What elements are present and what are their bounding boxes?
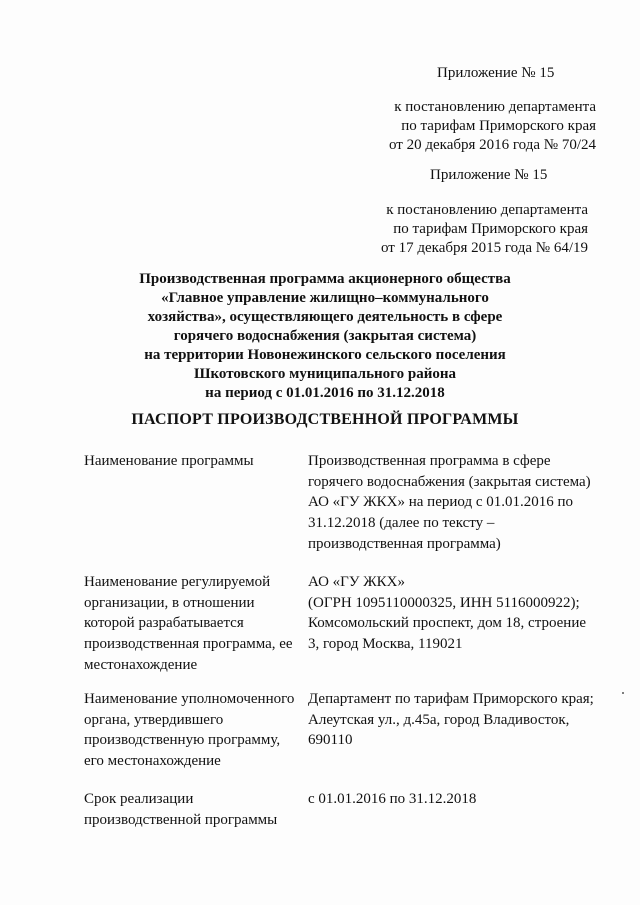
document-title-line: на период с 01.01.2016 по 31.12.2018 bbox=[205, 385, 445, 401]
row-value-line: 690110 bbox=[308, 732, 353, 749]
passport-row-label-authority bbox=[84, 689, 299, 772]
document-title-line: Производственная программа акционерного общества bbox=[139, 271, 511, 287]
row-label-line: которой разрабатывается bbox=[84, 615, 244, 632]
document-title-line: «Главное управление жилищно–коммунального bbox=[161, 290, 489, 306]
row-value-line: горячего водоснабжения (закрытая система) bbox=[308, 473, 591, 490]
row-label-line: Срок реализации bbox=[84, 791, 194, 807]
row-value-line: Алеутская ул., д.45а, город Владивосток, bbox=[308, 711, 570, 728]
passport-row-label-organization bbox=[84, 572, 299, 676]
row-value-line: Комсомольский проспект, дом 18, строение bbox=[308, 615, 587, 632]
row-value-line: Департамент по тарифам Приморского края; bbox=[308, 691, 594, 707]
passport-row-value-authority bbox=[308, 689, 608, 751]
annex-previous-line: по тарифам Приморского края bbox=[393, 221, 588, 237]
document-title bbox=[120, 270, 530, 403]
row-value-line: производственная программа) bbox=[308, 535, 501, 552]
passport-row-value-term bbox=[308, 789, 608, 810]
passport-row-label-term bbox=[84, 789, 299, 830]
document-title-line: хозяйства», осуществляющего деятельность в сфере bbox=[147, 309, 503, 325]
row-value-line: с 01.01.2016 по 31.12.2018 bbox=[308, 791, 477, 807]
document-title-line: на территории Новонежинского сельского поселения bbox=[144, 347, 506, 363]
row-value-line: 31.12.2018 (далее по тексту – bbox=[308, 515, 495, 532]
row-label-line: органа, утвердившего bbox=[84, 711, 224, 728]
row-value-line: АО «ГУ ЖКХ» bbox=[308, 574, 405, 590]
row-label-line: Наименование регулируемой bbox=[84, 574, 271, 590]
document-title-line: Шкотовского муниципального района bbox=[194, 366, 456, 382]
annex-current-reference bbox=[389, 98, 596, 155]
annex-current-line: к постановлению департамента bbox=[394, 99, 596, 115]
document-title-line: горячего водоснабжения (закрытая система) bbox=[173, 328, 477, 344]
row-value-line: 3, город Москва, 119021 bbox=[308, 636, 463, 653]
row-label-line: производственной программы bbox=[84, 811, 278, 828]
annex-previous-title: Приложение № 15 bbox=[430, 167, 548, 183]
annex-current-line: от 20 декабря 2016 года № 70/24 bbox=[388, 137, 596, 153]
row-value-line: (ОГРН 1095110000325, ИНН 5116000922); bbox=[308, 594, 580, 611]
annex-current-title: Приложение № 15 bbox=[437, 65, 555, 81]
annex-current-line: по тарифам Приморского края bbox=[401, 118, 596, 134]
row-label-line: производственную программу, bbox=[84, 732, 281, 749]
row-value-line: Производственная программа в сфере bbox=[308, 453, 551, 469]
row-label-line: местонахождение bbox=[84, 656, 198, 673]
row-label-line: организации, в отношении bbox=[84, 594, 255, 611]
passport-row-value-program-name bbox=[308, 451, 608, 555]
annex-previous-line: к постановлению департамента bbox=[386, 202, 588, 218]
passport-row-value-organization bbox=[308, 572, 608, 655]
passport-row-label-program-name bbox=[84, 451, 299, 472]
passport-heading: ПАСПОРТ ПРОИЗВОДСТВЕННОЙ ПРОГРАММЫ bbox=[131, 411, 519, 428]
row-value-line: АО «ГУ ЖКХ» на период с 01.01.2016 по bbox=[308, 494, 574, 511]
annex-previous-reference bbox=[381, 201, 588, 258]
row-label-line: его местонахождение bbox=[84, 753, 221, 770]
annex-previous-line: от 17 декабря 2015 года № 64/19 bbox=[380, 240, 588, 256]
row-label-line: Наименование программы bbox=[84, 453, 254, 469]
row-label-line: Наименование уполномоченного bbox=[84, 691, 295, 707]
scan-speck bbox=[622, 692, 624, 694]
row-label-line: производственная программа, ее bbox=[84, 636, 293, 653]
